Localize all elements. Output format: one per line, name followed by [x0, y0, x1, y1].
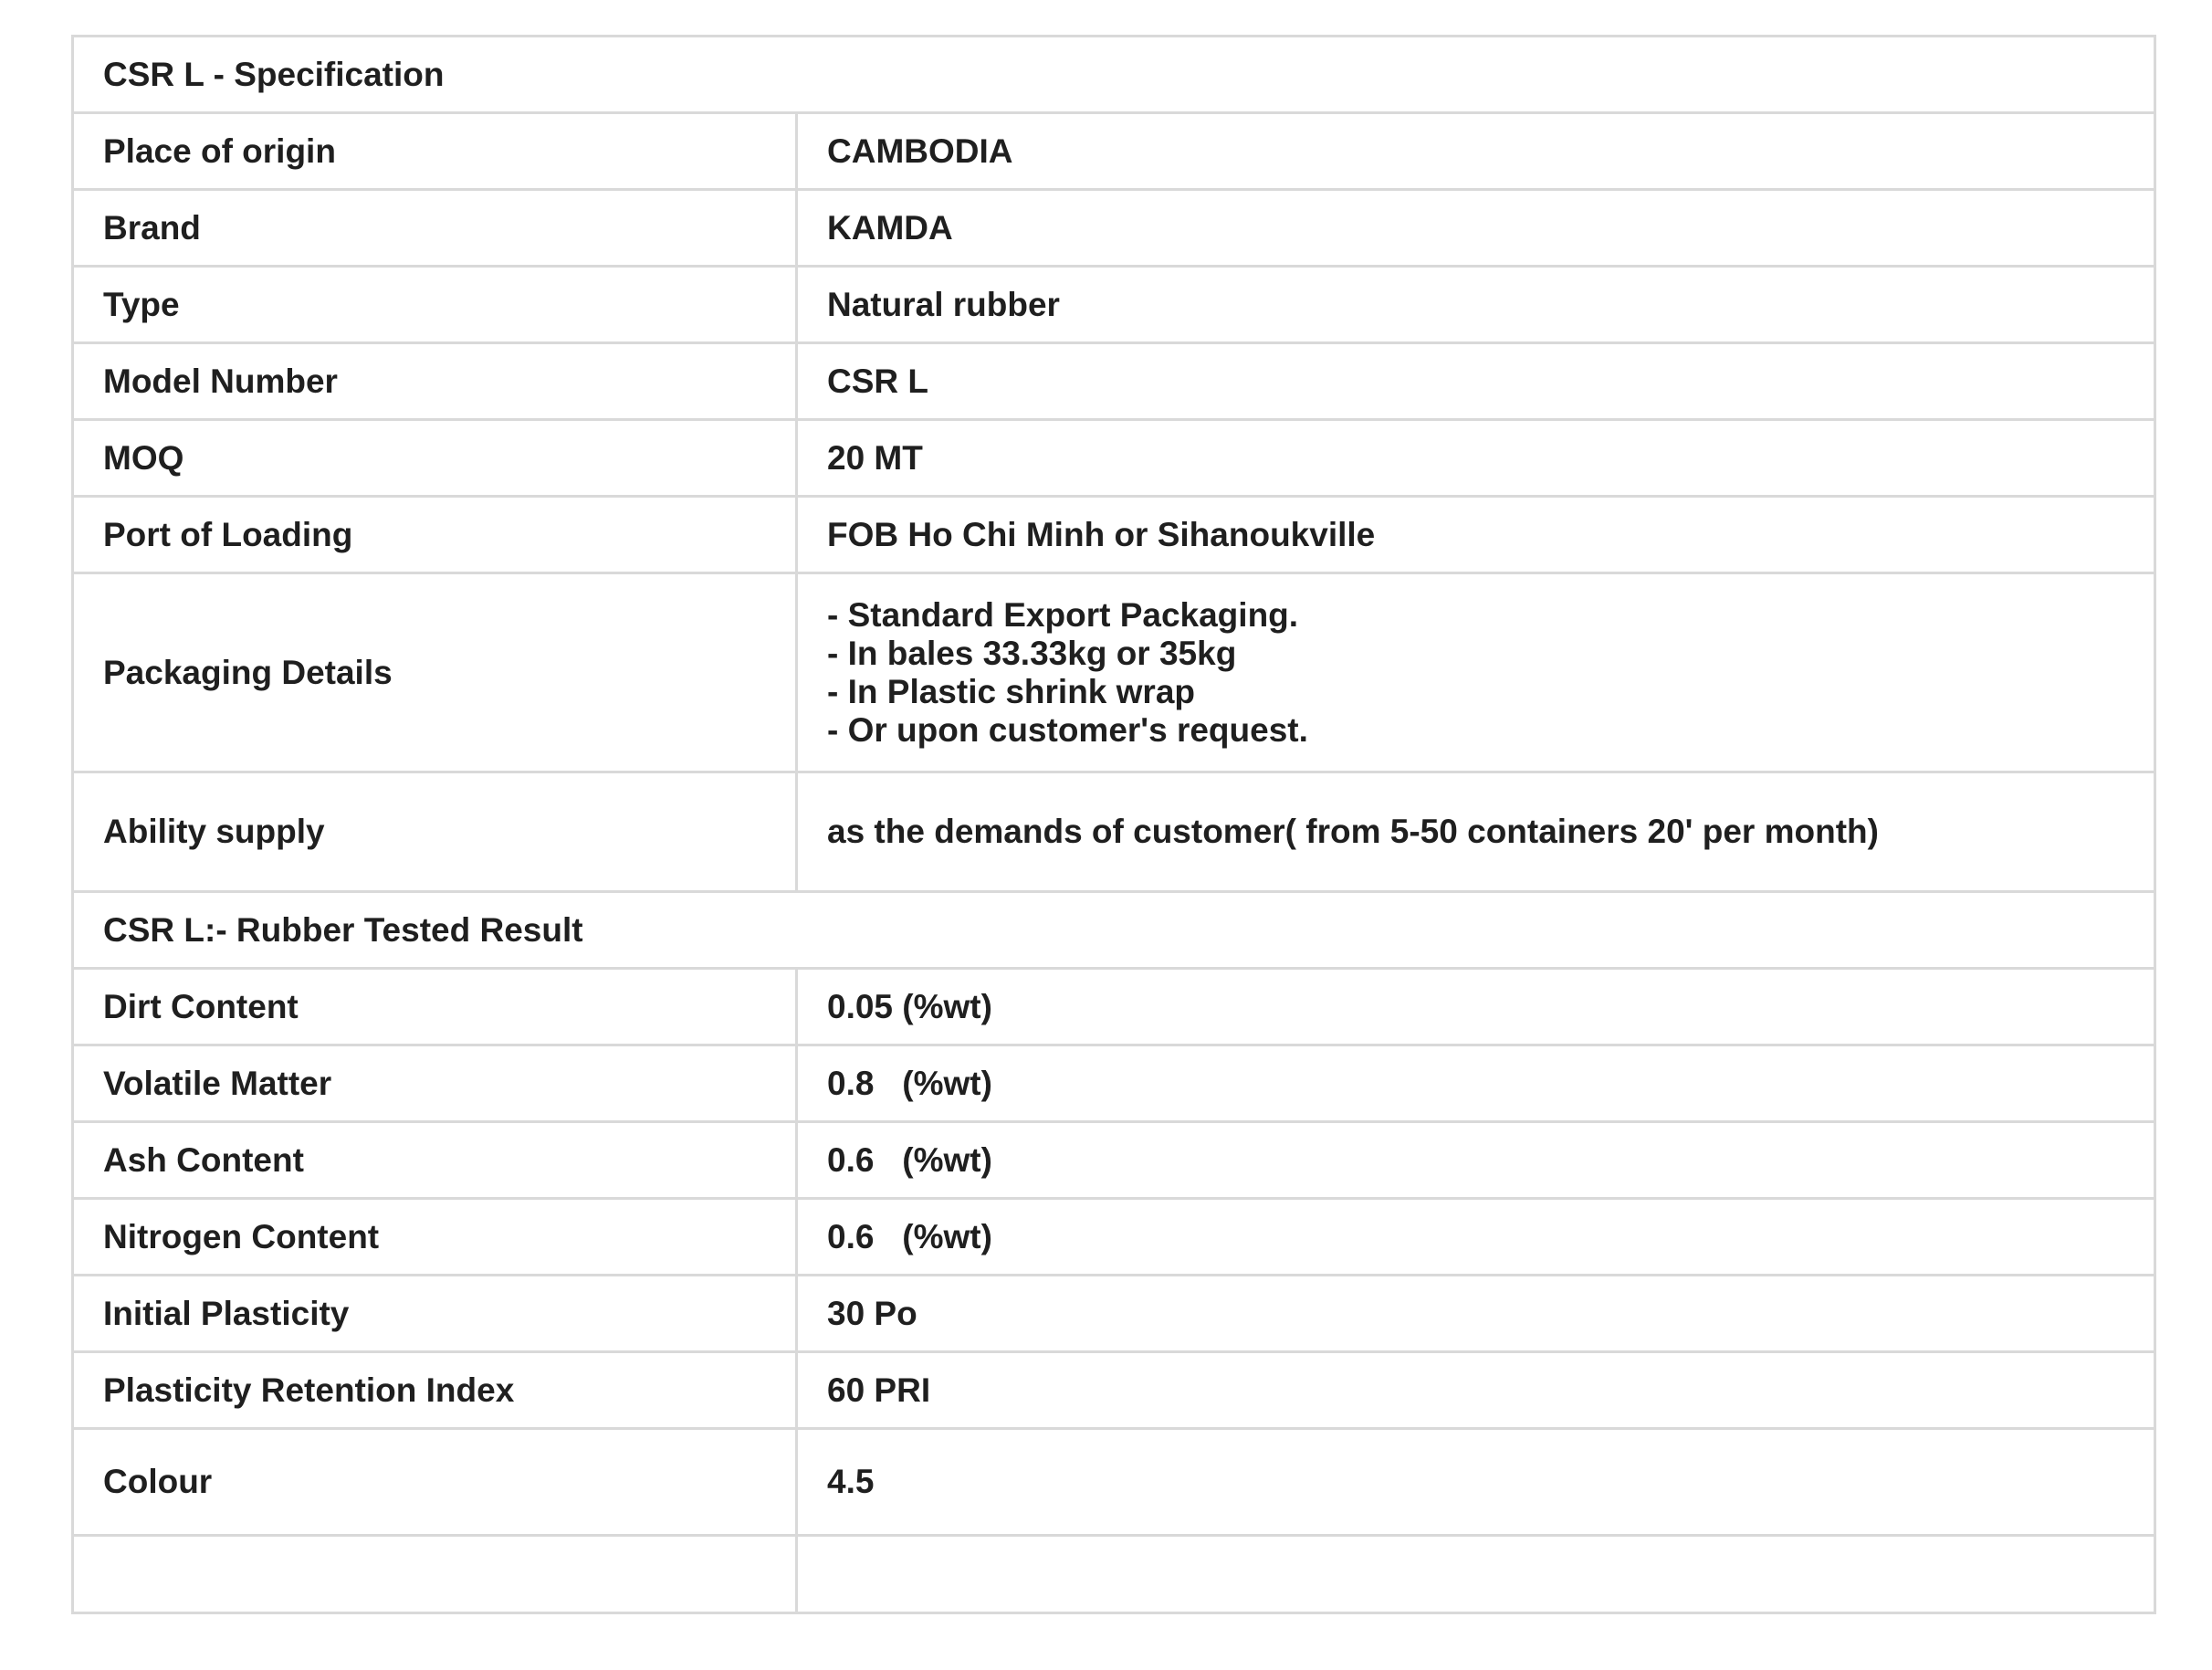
row-label: Brand — [73, 190, 797, 267]
table-row — [73, 267, 2155, 343]
row-value: 30 Po — [797, 1276, 2155, 1352]
row-label: Dirt Content — [73, 969, 797, 1045]
row-value: 4.5 — [797, 1429, 2155, 1536]
row-value: 20 MT — [797, 420, 2155, 497]
row-label: Nitrogen Content — [73, 1199, 797, 1276]
table-row — [73, 1352, 2155, 1429]
row-value: KAMDA — [797, 190, 2155, 267]
table-row — [73, 497, 2155, 573]
packaging-details-value — [797, 573, 2155, 772]
row-label: Ability supply — [73, 772, 797, 892]
empty-cell — [73, 1536, 797, 1613]
table-row-ability — [73, 772, 2155, 892]
table-row-packaging — [73, 573, 2155, 772]
table-row-colour — [73, 1429, 2155, 1536]
row-value: as the demands of customer( from 5-50 containers 20' per month) — [797, 772, 2155, 892]
row-value: 0.8 (%wt) — [797, 1045, 2155, 1122]
packaging-line: - Standard Export Packaging. — [827, 595, 1299, 634]
table-row — [73, 343, 2155, 420]
section-header-row — [73, 892, 2155, 969]
row-label: Initial Plasticity — [73, 1276, 797, 1352]
row-value: 0.05 (%wt) — [797, 969, 2155, 1045]
packaging-line: - In Plastic shrink wrap — [827, 672, 1196, 710]
table-row — [73, 1045, 2155, 1122]
table-row — [73, 1122, 2155, 1199]
table-row — [73, 113, 2155, 190]
row-label: Type — [73, 267, 797, 343]
row-label: Model Number — [73, 343, 797, 420]
section-header-row — [73, 37, 2155, 113]
table-row — [73, 190, 2155, 267]
row-value: CAMBODIA — [797, 113, 2155, 190]
row-value: 0.6 (%wt) — [797, 1199, 2155, 1276]
row-value: CSR L — [797, 343, 2155, 420]
row-label: Ash Content — [73, 1122, 797, 1199]
empty-cell — [797, 1536, 2155, 1613]
table-row — [73, 420, 2155, 497]
section-title: CSR L - Specification — [73, 37, 2155, 113]
row-value: FOB Ho Chi Minh or Sihanoukville — [797, 497, 2155, 573]
specification-table — [71, 35, 2156, 1614]
row-label: Volatile Matter — [73, 1045, 797, 1122]
row-label: Place of origin — [73, 113, 797, 190]
row-label: Port of Loading — [73, 497, 797, 573]
table-row — [73, 1276, 2155, 1352]
row-value: 0.6 (%wt) — [797, 1122, 2155, 1199]
section-title: CSR L:- Rubber Tested Result — [73, 892, 2155, 969]
packaging-line: - In bales 33.33kg or 35kg — [827, 634, 1237, 672]
table-row — [73, 1199, 2155, 1276]
row-label: MOQ — [73, 420, 797, 497]
packaging-line: - Or upon customer's request. — [827, 710, 1308, 749]
row-label: Packaging Details — [73, 573, 797, 772]
row-value: 60 PRI — [797, 1352, 2155, 1429]
row-label: Colour — [73, 1429, 797, 1536]
row-value: Natural rubber — [797, 267, 2155, 343]
row-label: Plasticity Retention Index — [73, 1352, 797, 1429]
packaging-lines — [827, 596, 2154, 750]
empty-row — [73, 1536, 2155, 1613]
table-row — [73, 969, 2155, 1045]
